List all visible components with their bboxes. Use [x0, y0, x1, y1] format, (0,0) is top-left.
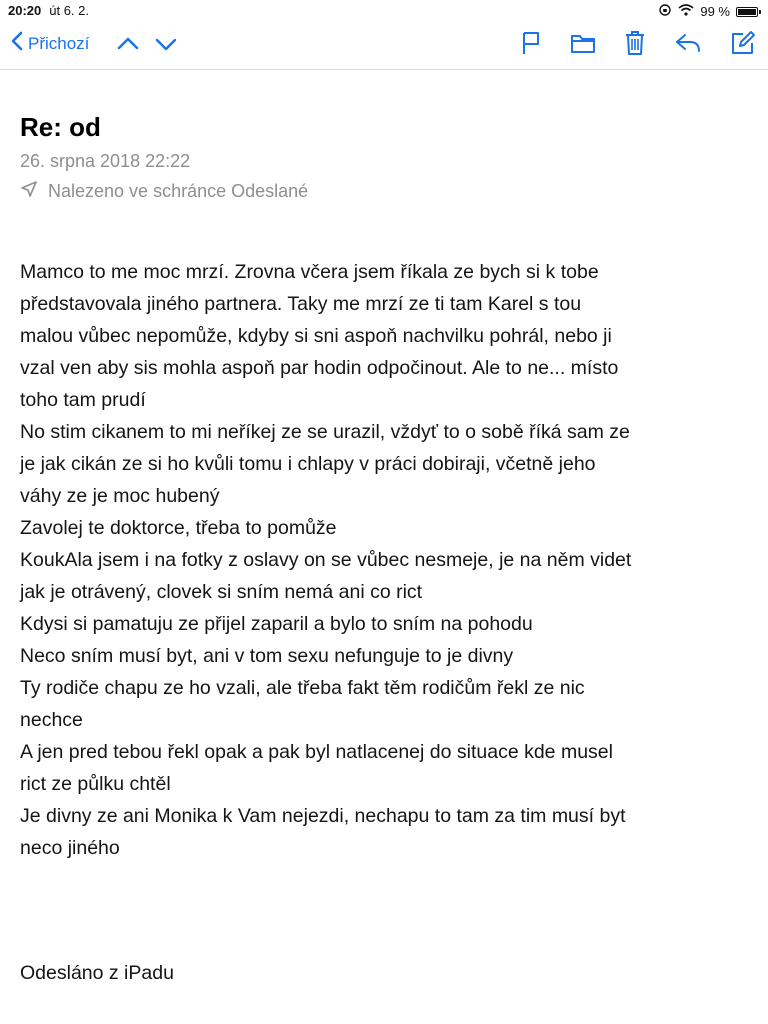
body-line: váhy ze je moc hubený [20, 485, 220, 507]
body-line: jak je otrávený, clovek si sním nemá ani co rict [20, 581, 423, 603]
status-date: út 6. 2. [49, 3, 89, 18]
body-line: No stim cikanem to mi neříkej ze se urazil, vždyť to o sobě říká sam ze [20, 421, 630, 443]
compose-icon[interactable] [730, 30, 756, 56]
email-signature: Odesláno z iPadu [20, 962, 174, 984]
status-bar [0, 0, 768, 22]
folder-icon[interactable] [570, 32, 596, 54]
trash-icon[interactable] [624, 30, 646, 56]
back-label: Přichozí [28, 33, 90, 53]
body-line: Neco sním musí byt, ani v tom sexu nefunguje to je divny [20, 645, 514, 667]
body-line: je jak cikán ze si ho kvůli tomu i chlapy v práci dobiraji, včetně jeho [20, 453, 596, 475]
chevron-down-icon[interactable] [154, 32, 178, 56]
body-line: A jen pred tebou řekl opak a pak byl natlacenej do situace kde musel [20, 741, 613, 763]
body-line: malou vůbec nepomůže, kdyby si sni aspoň nachvilku pohrál, nebo ji [20, 325, 612, 347]
body-line: neco jiného [20, 837, 120, 859]
email-header [20, 112, 740, 203]
orientation-lock-icon [658, 3, 672, 20]
body-line: Mamco to me moc mrzí. Zrovna včera jsem říkala ze bych si k tobe [20, 261, 599, 283]
flag-icon[interactable] [520, 30, 542, 56]
body-line: Ty rodiče chapu ze ho vzali, ale třeba fakt těm rodičům řekl ze nic [20, 677, 585, 699]
body-line: představovala jiného partnera. Taky me mrzí ze ti tam Karel s tou [20, 293, 582, 315]
folder-note[interactable] [20, 180, 740, 203]
body-line: Kdysi si pamatuju ze přijel zaparil a bylo to sním na pohodu [20, 613, 533, 635]
nav-bar [0, 22, 768, 70]
body-line: Je divny ze ani Monika k Vam nejezdi, nechapu to tam za tim musí byt [20, 805, 626, 827]
chevron-up-icon[interactable] [116, 32, 140, 56]
battery-percent: 99 % [700, 4, 730, 19]
status-time: 20:20 [8, 3, 42, 18]
folder-note-text: Nalezeno ve schránce Odeslané [48, 181, 309, 201]
body-line: toho tam prudí [20, 389, 146, 411]
email-body [20, 256, 750, 864]
body-line: rict ze půlku chtěl [20, 773, 171, 795]
body-line: Zavolej te doktorce, třeba to pomůže [20, 517, 337, 539]
body-line: vzal ven aby sis mohla aspoň par hodin odpočinout. Ale to ne... místo [20, 357, 619, 379]
email-date: 26. srpna 2018 22:22 [20, 151, 191, 171]
email-subject: Re: od [20, 112, 101, 142]
reply-icon[interactable] [674, 32, 702, 54]
wifi-icon [678, 4, 694, 19]
body-line: KoukAla jsem i na fotky z oslavy on se vůbec nesmeje, je na něm videt [20, 549, 632, 571]
send-arrow-icon [20, 180, 38, 203]
back-button[interactable] [10, 30, 89, 57]
body-line: nechce [20, 709, 83, 731]
battery-icon [736, 7, 758, 17]
chevron-left-icon [10, 30, 24, 57]
